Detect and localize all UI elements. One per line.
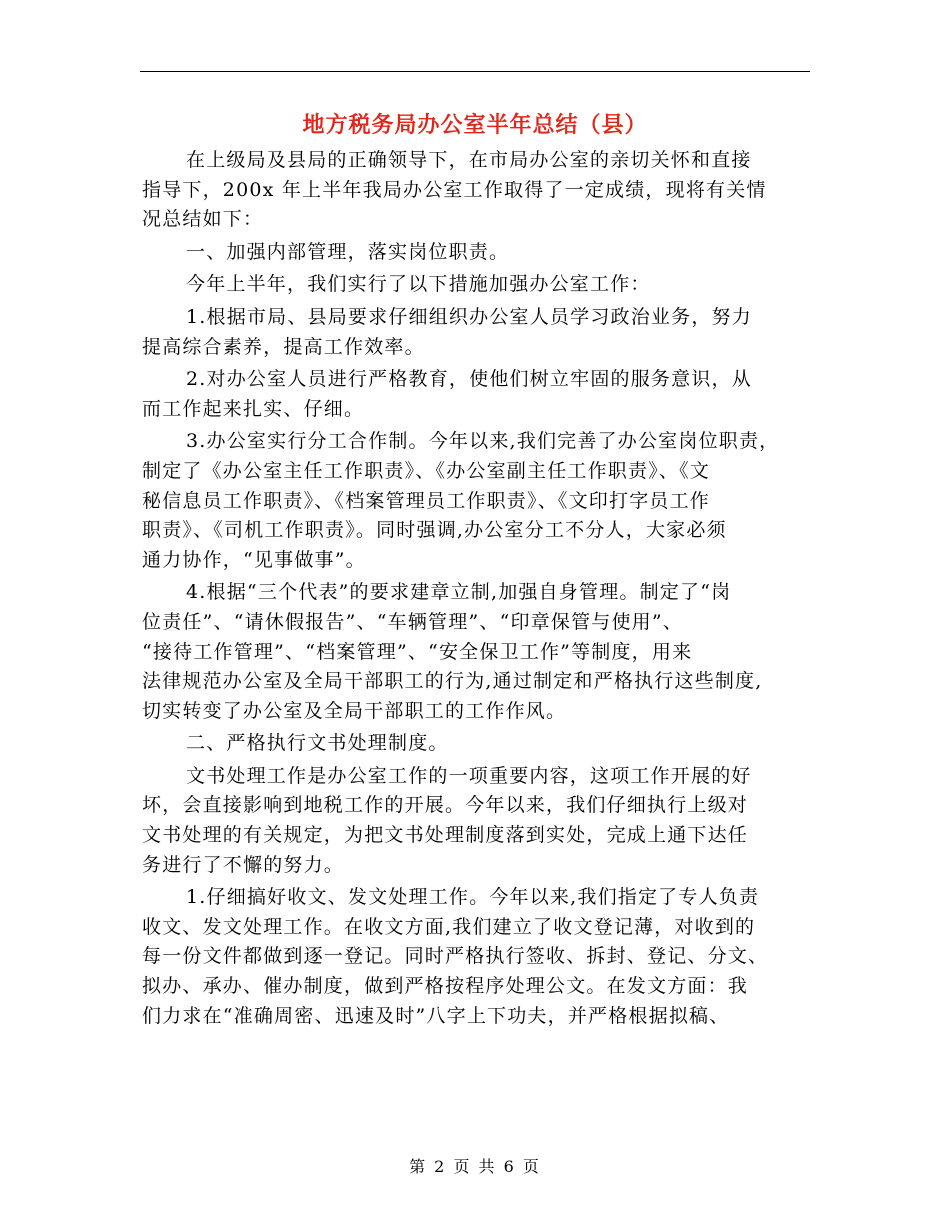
paragraph (142, 303, 810, 362)
text-line: 位责任”、“请休假报告”、“车辆管理”、“印章保管与使用”、 (142, 610, 683, 633)
text-line: 文书处理的有关规定，为把文书处理制度落到实处，完成上通下达任 (142, 824, 749, 847)
paragraph (142, 270, 810, 300)
text-line: 指导下，200x 年上半年我局办公室工作取得了一定成绩，现将有关情 (142, 178, 767, 201)
paragraph (142, 578, 810, 726)
paragraph (142, 427, 810, 575)
text-line: 收文、发文处理工作。在收文方面,我们建立了收文登记薄，对收到的 (142, 915, 756, 938)
paragraph (142, 365, 810, 424)
text-line: 通力协作，“见事做事”。 (142, 548, 366, 571)
text-line: 而工作起来扎实、仔细。 (142, 397, 365, 420)
text-line: 文书处理工作是办公室工作的一项重要内容，这项工作开展的好 (186, 764, 752, 787)
text-line: 职责》、《司机工作职责》。同时强调,办公室分工不分人，大家必须 (142, 519, 727, 542)
text-line: 况总结如下： (142, 208, 264, 231)
paragraph (142, 762, 810, 880)
document-title: 地方税务局办公室半年总结（县） (302, 112, 648, 138)
text-line: 今年上半年，我们实行了以下措施加强办公室工作： (186, 273, 651, 296)
text-line: 秘信息员工作职责》、《档案管理员工作职责》、《文印打字员工作 (142, 489, 711, 512)
text-line: 们力求在“准确周密、迅速及时”八字上下功夫，并严格根据拟稿、 (142, 1004, 730, 1027)
text-line: 拟办、承办、催办制度，做到严格按程序处理公文。在发文方面：我 (142, 975, 749, 998)
text-line: 务进行了不懈的努力。 (142, 853, 345, 876)
text-line: 每一份文件都做到逐一登记。同时严格执行签收、拆封、登记、分文、 (142, 945, 769, 968)
text-line: 2.对办公室人员进行严格教育，使他们树立牢固的服务意识，从 (186, 368, 752, 391)
text-line: 3.办公室实行分工合作制。今年以来,我们完善了办公室岗位职责， (186, 430, 780, 453)
text-line: 切实转变了办公室及全局干部职工的工作作风。 (142, 699, 567, 722)
text-line: 二、严格执行文书处理制度。 (186, 732, 449, 755)
header-rule (140, 71, 810, 72)
text-line: 一、加强内部管理，落实岗位职责。 (186, 240, 510, 263)
paragraph (142, 146, 810, 235)
text-line: 在上级局及县局的正确领导下，在市局办公室的亲切关怀和直接 (186, 149, 752, 171)
text-line: 坏，会直接影响到地税工作的开展。今年以来，我们仔细执行上级对 (142, 794, 749, 817)
paragraph (142, 883, 810, 1031)
section-heading (142, 729, 810, 759)
section-heading (142, 238, 810, 268)
page-number: 第 2 页 共 6 页 (409, 1157, 541, 1176)
text-line: “接待工作管理”、“档案管理”、“安全保卫工作”等制度，用来 (142, 640, 693, 663)
text-line: 法律规范办公室及全局干部职工的行为,通过制定和严格执行这些制度, (142, 670, 763, 693)
text-line: 4.根据“三个代表”的要求建章立制,加强自身管理。制定了“岗 (186, 581, 732, 604)
text-line: 制定了《办公室主任工作职责》、《办公室副主任工作职责》、《文 (142, 459, 711, 482)
text-line: 1.根据市局、县局要求仔细组织办公室人员学习政治业务，努力 (186, 305, 752, 328)
text-line: 提高综合素养，提高工作效率。 (142, 335, 425, 358)
document-body (142, 146, 810, 1034)
text-line: 1.仔细搞好收文、发文处理工作。今年以来,我们指定了专人负责 (186, 886, 760, 909)
